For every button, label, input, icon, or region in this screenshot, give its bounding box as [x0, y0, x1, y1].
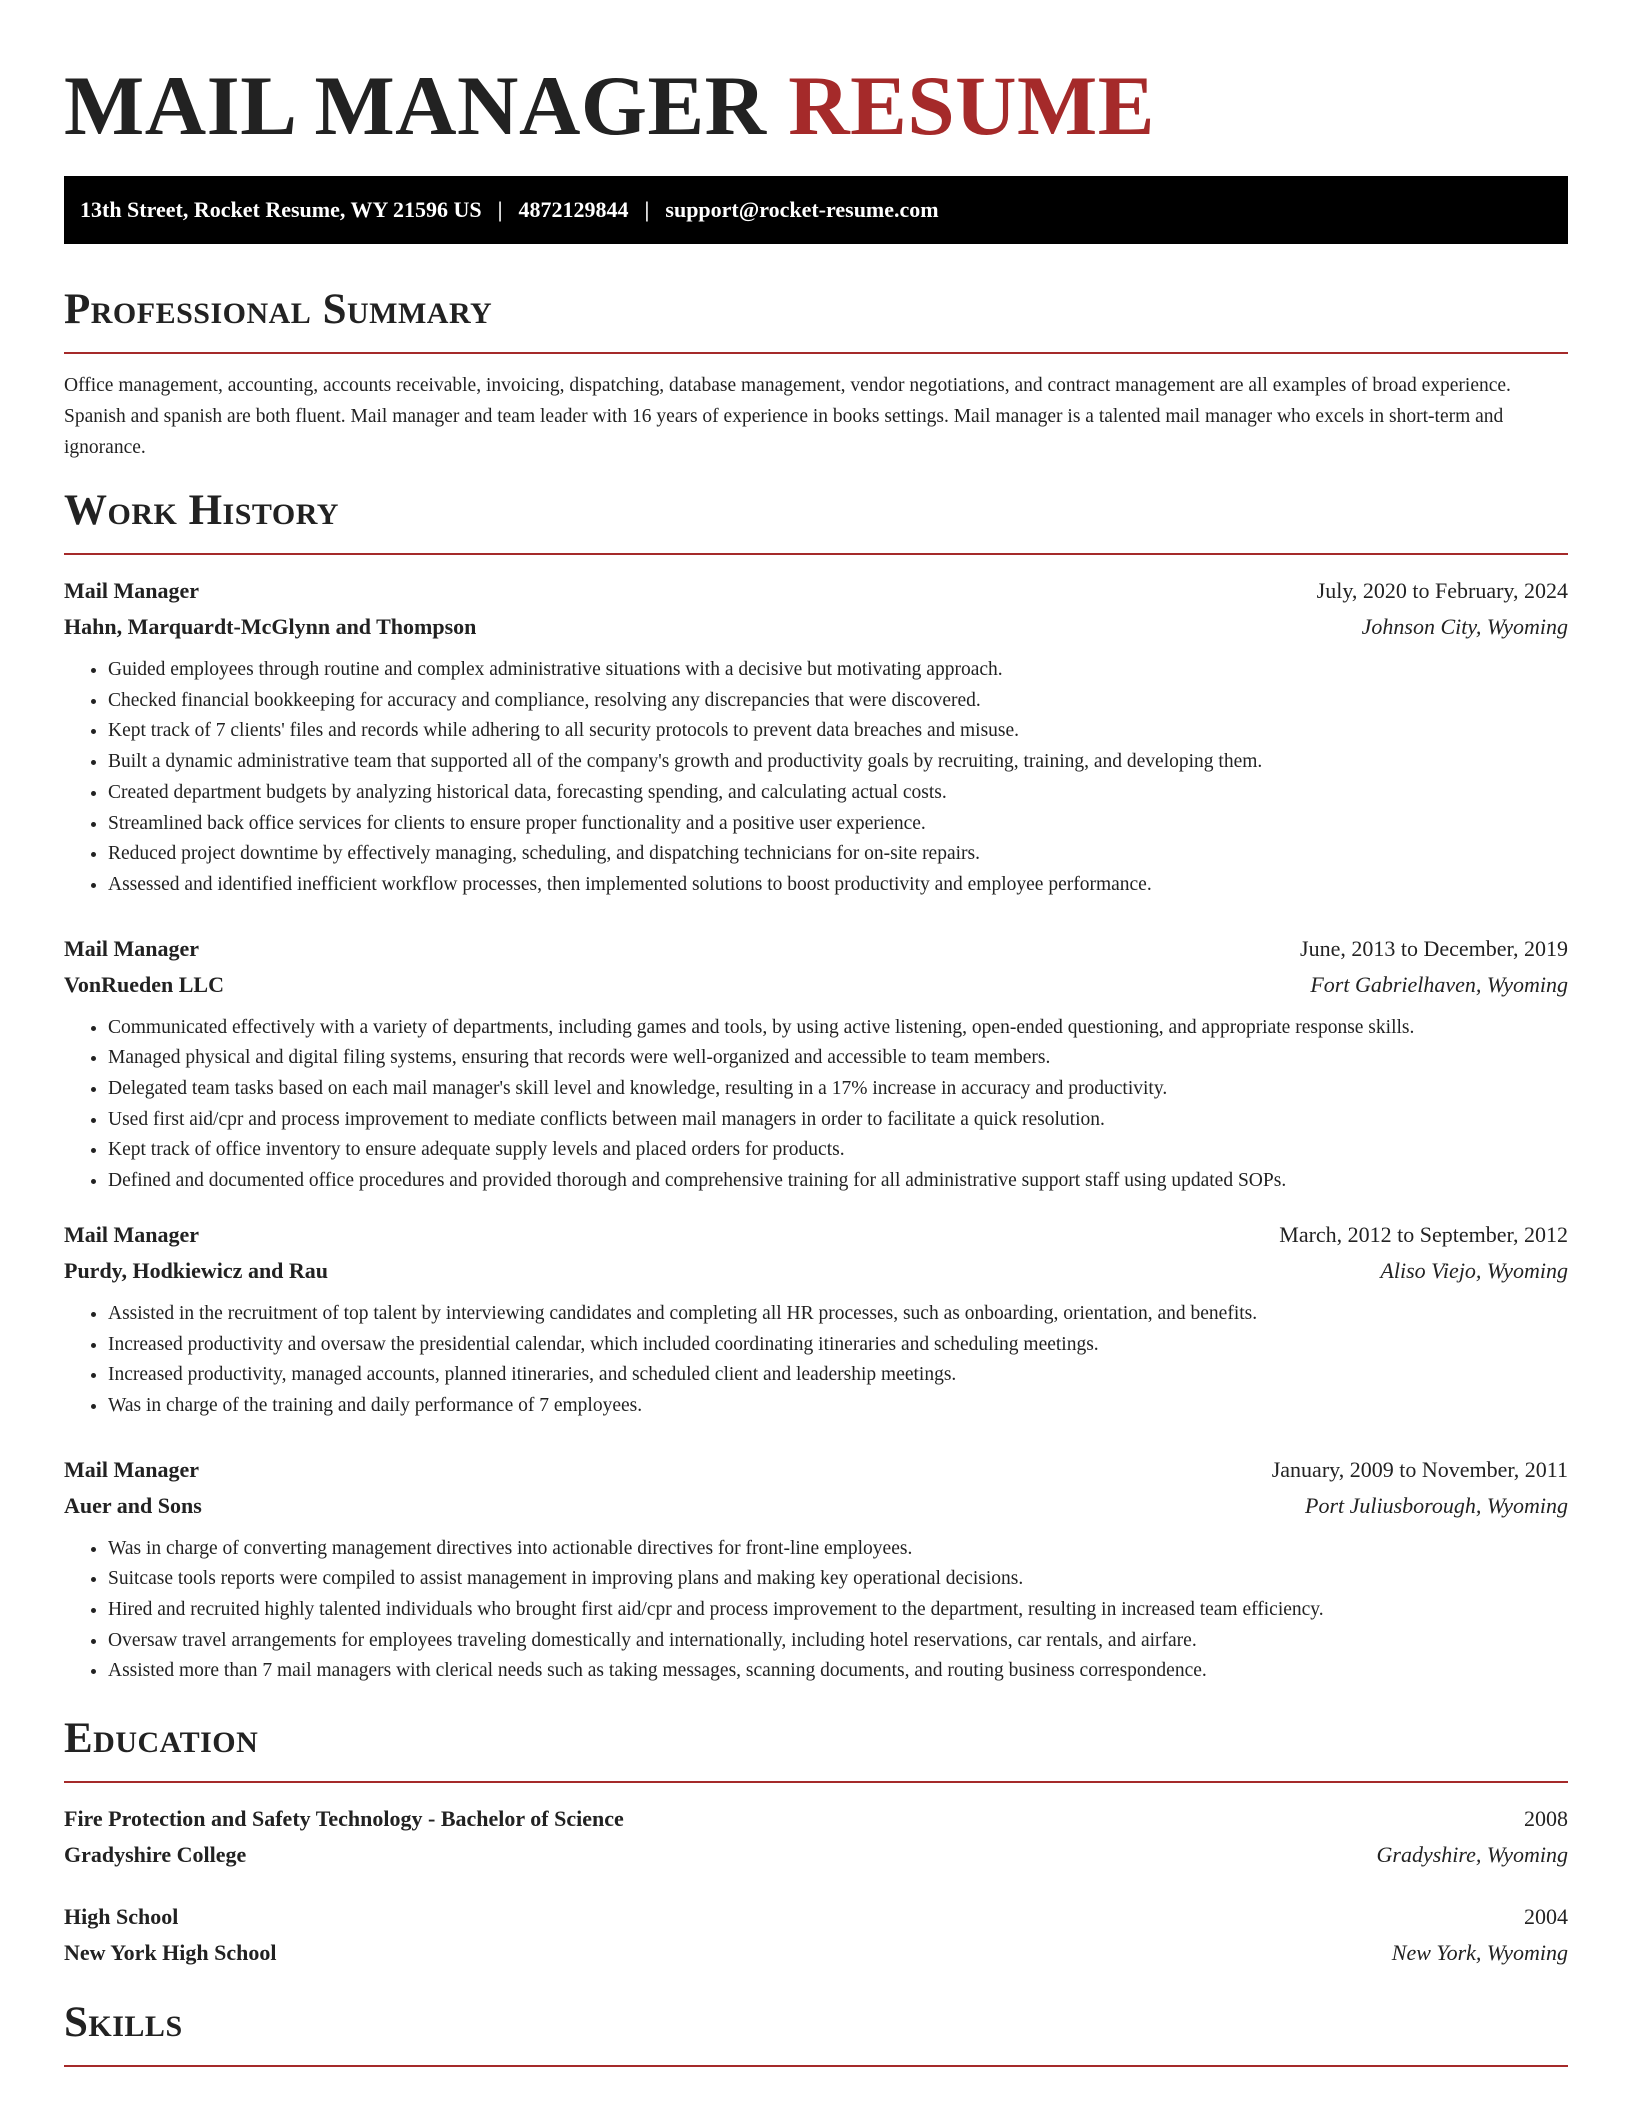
resume-title	[64, 0, 1568, 156]
section-heading-summary: Professional Summary	[64, 286, 493, 333]
list-item: • Kept track of office inventory to ensure adequate supply levels and placed orders for products.	[108, 1135, 1568, 1166]
list-item: • Streamlined back office services for clients to ensure proper functionality and a positive user experience.	[108, 809, 1568, 840]
job-entry	[64, 1217, 1568, 1422]
education-location: New York, Wyoming	[1391, 1940, 1568, 1966]
list-item: • Managed physical and digital filing systems, ensuring that records were well-organized and accessible to team members.	[108, 1043, 1568, 1074]
contact-phone: 4872129844	[518, 197, 629, 222]
section-divider	[64, 553, 1568, 555]
education-year: 2004	[1524, 1904, 1568, 1930]
list-item: • Assisted more than 7 mail managers with clerical needs such as taking messages, scanning documents, and routing business correspondence.	[108, 1656, 1568, 1687]
job-bullets	[64, 1534, 1568, 1688]
list-item: • Guided employees through routine and complex administrative situations with a decisive but motivating approach.	[108, 655, 1568, 686]
education-section	[64, 1713, 1568, 1971]
job-dates: July, 2020 to February, 2024	[1316, 578, 1568, 603]
section-heading-education: Education	[64, 1715, 259, 1763]
education-school-row	[64, 1837, 1568, 1873]
job-dates: March, 2012 to September, 2012	[1279, 1221, 1568, 1247]
list-item: • Assisted in the recruitment of top talent by interviewing candidates and completing all HR processes, such as onboarding, orientation, and benefits.	[108, 1299, 1568, 1330]
job-dates: June, 2013 to December, 2019	[1300, 935, 1568, 961]
list-item: • Used first aid/cpr and process improvement to mediate conflicts between mail managers in order to facilitate a quick resolution.	[108, 1105, 1568, 1136]
list-item: • Reduced project downtime by effectively managing, scheduling, and dispatching technicians for on-site repairs.	[108, 839, 1568, 870]
job-location: Johnson City, Wyoming	[1361, 614, 1568, 639]
job-location: Fort Gabrielhaven, Wyoming	[1310, 971, 1568, 997]
education-entry	[64, 1899, 1568, 1971]
title-main: MAIL MANAGER	[64, 59, 767, 153]
section-divider	[64, 352, 1568, 354]
list-item: • Hired and recruited highly talented individuals who brought first aid/cpr and process improvement to the department, resulting in increased team efficiency.	[108, 1595, 1568, 1626]
list-item: • Communicated effectively with a variety of departments, including games and tools, by using active listening, open-ended questioning, and appropriate response skills.	[108, 1013, 1568, 1044]
section-heading-skills: Skills	[64, 1999, 183, 2047]
job-title-row	[64, 1217, 1568, 1253]
section-divider	[64, 2065, 1568, 2067]
list-item: • Assessed and identified inefficient workflow processes, then implemented solutions to boost productivity and employee performance.	[108, 870, 1568, 901]
list-item: • Was in charge of converting management directives into actionable directives for front-line employees.	[108, 1534, 1568, 1565]
education-degree-row	[64, 1801, 1568, 1837]
list-item: • Increased productivity and oversaw the presidential calendar, which included coordinating itineraries and scheduling meetings.	[108, 1330, 1568, 1361]
job-title: Mail Manager	[64, 1221, 200, 1247]
job-title: Mail Manager	[64, 935, 200, 961]
education-entry	[64, 1801, 1568, 1873]
list-item: • Suitcase tools reports were compiled to assist management in improving plans and making key operational decisions.	[108, 1564, 1568, 1595]
summary-section	[64, 284, 1568, 463]
job-location: Aliso Viejo, Wyoming	[1380, 1257, 1568, 1283]
job-location: Port Juliusborough, Wyoming	[1305, 1492, 1568, 1518]
job-entry	[64, 1452, 1568, 1688]
job-title-row	[64, 931, 1568, 967]
list-item: • Delegated team tasks based on each mail manager's skill level and knowledge, resulting in a 17% increase in accuracy and productivity.	[108, 1074, 1568, 1105]
job-company-row	[64, 1253, 1568, 1289]
education-school: New York High School	[64, 1940, 277, 1966]
list-item: • Was in charge of the training and daily performance of 7 employees.	[108, 1391, 1568, 1422]
job-dates: January, 2009 to November, 2011	[1271, 1456, 1568, 1482]
contact-address: 13th Street, Rocket Resume, WY 21596 US	[80, 197, 482, 222]
work-history-section	[64, 485, 1568, 1687]
list-item: • Increased productivity, managed accounts, planned itineraries, and scheduled client and leadership meetings.	[108, 1360, 1568, 1391]
summary-text: Office management, accounting, accounts receivable, invoicing, dispatching, database management, vendor negotiations, and contract management are all examples of broad experience. Spanish and spanish are both fluent. Mail manager and team leader with 16 years of experience in books settings. Mail manager is a talented mail manager who excels in short-term and ignorance.	[64, 375, 1511, 458]
education-school-row	[64, 1935, 1568, 1971]
education-year: 2008	[1524, 1806, 1568, 1832]
job-title: Mail Manager	[64, 578, 200, 603]
education-degree-row	[64, 1899, 1568, 1935]
list-item: • Built a dynamic administrative team that supported all of the company's growth and productivity goals by recruiting, training, and developing them.	[108, 747, 1568, 778]
contact-separator: |	[644, 197, 650, 222]
section-heading-work-history: Work History	[64, 487, 339, 534]
job-bullets	[64, 655, 1568, 901]
job-title-row	[64, 573, 1568, 609]
job-company: Purdy, Hodkiewicz and Rau	[64, 1257, 329, 1283]
list-item: • Kept track of 7 clients' files and records while adhering to all security protocols to prevent data breaches and misuse.	[108, 716, 1568, 747]
section-divider	[64, 1781, 1568, 1783]
education-degree: High School	[64, 1904, 179, 1930]
list-item: • Checked financial bookkeeping for accuracy and compliance, resolving any discrepancies that were discovered.	[108, 686, 1568, 717]
job-title: Mail Manager	[64, 1456, 200, 1482]
skills-section	[64, 1997, 1568, 2067]
list-item: • Created department budgets by analyzing historical data, forecasting spending, and calculating actual costs.	[108, 778, 1568, 809]
job-title-row	[64, 1452, 1568, 1488]
job-company-row	[64, 1488, 1568, 1524]
title-accent: RESUME	[788, 59, 1155, 153]
list-item: • Oversaw travel arrangements for employees traveling domestically and internationally, including hotel reservations, car rentals, and airfare.	[108, 1626, 1568, 1657]
education-school: Gradyshire College	[64, 1842, 247, 1868]
job-company-row	[64, 609, 1568, 645]
job-bullets	[64, 1299, 1568, 1422]
job-entry	[64, 931, 1568, 1197]
job-company: Auer and Sons	[64, 1492, 202, 1518]
job-bullets	[64, 1013, 1568, 1197]
job-company: VonRueden LLC	[64, 971, 224, 997]
job-company: Hahn, Marquardt-McGlynn and Thompson	[64, 614, 477, 639]
contact-email: support@rocket-resume.com	[665, 197, 939, 222]
contact-bar	[64, 176, 1568, 244]
list-item: • Defined and documented office procedures and provided thorough and comprehensive training for all administrative support staff using updated SOPs.	[108, 1166, 1568, 1197]
education-location: Gradyshire, Wyoming	[1376, 1842, 1568, 1868]
job-company-row	[64, 967, 1568, 1003]
contact-separator: |	[497, 197, 503, 222]
job-entry	[64, 573, 1568, 901]
education-degree: Fire Protection and Safety Technology - Bachelor of Science	[64, 1806, 624, 1832]
